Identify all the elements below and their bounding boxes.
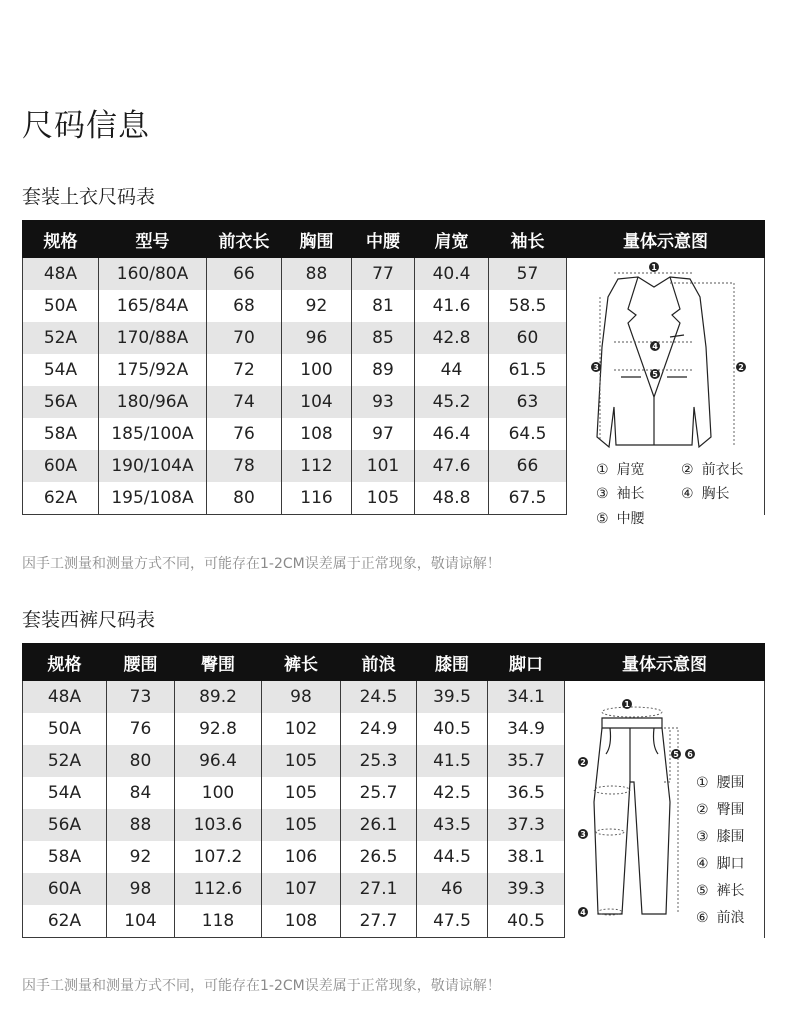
table-cell: 98 — [107, 873, 175, 905]
marker-label: 1 — [651, 263, 657, 272]
table-cell: 61.5 — [489, 354, 567, 386]
marker-label: 3 — [580, 830, 586, 839]
table-cell: 73 — [107, 681, 175, 714]
marker-label: 5 — [673, 750, 679, 759]
table-cell: 92.8 — [175, 713, 262, 745]
table-cell: 62A — [23, 905, 107, 938]
col-header: 量体示意图 — [565, 644, 765, 681]
table-cell: 160/80A — [99, 258, 207, 291]
col-header: 型号 — [99, 221, 207, 258]
table-cell: 35.7 — [488, 745, 565, 777]
table-cell: 105 — [352, 482, 415, 515]
table-cell: 44.5 — [417, 841, 488, 873]
table-cell: 48A — [23, 258, 99, 291]
marker-label: 4 — [580, 908, 586, 917]
legend-item: ⑥ 前浪 — [696, 910, 745, 926]
table-cell: 89 — [352, 354, 415, 386]
table-cell: 88 — [282, 258, 352, 291]
table-cell: 66 — [489, 450, 567, 482]
table-cell: 24.5 — [341, 681, 417, 714]
table-cell: 100 — [175, 777, 262, 809]
table-cell: 37.3 — [488, 809, 565, 841]
marker-label: 1 — [624, 700, 630, 709]
table-cell: 77 — [352, 258, 415, 291]
table-cell: 66 — [207, 258, 282, 291]
col-header: 臀围 — [175, 644, 262, 681]
table-cell: 85 — [352, 322, 415, 354]
table-cell: 104 — [107, 905, 175, 938]
table-cell: 112 — [282, 450, 352, 482]
table-cell: 56A — [23, 809, 107, 841]
table-cell: 40.4 — [415, 258, 489, 291]
table-cell: 67.5 — [489, 482, 567, 515]
table-cell: 42.5 — [417, 777, 488, 809]
table-cell: 81 — [352, 290, 415, 322]
table-cell: 175/92A — [99, 354, 207, 386]
table-cell: 93 — [352, 386, 415, 418]
table-cell: 106 — [262, 841, 341, 873]
pants-header-row — [23, 644, 765, 681]
table-cell: 48.8 — [415, 482, 489, 515]
col-header: 规格 — [23, 221, 99, 258]
col-header: 胸围 — [282, 221, 352, 258]
table-cell: 54A — [23, 354, 99, 386]
table-cell: 34.9 — [488, 713, 565, 745]
table-cell: 26.1 — [341, 809, 417, 841]
table-cell: 63 — [489, 386, 567, 418]
table-cell: 105 — [262, 745, 341, 777]
table-cell: 88 — [107, 809, 175, 841]
table-cell: 41.5 — [417, 745, 488, 777]
legend-item: ③ 袖长 — [596, 486, 645, 502]
col-header: 袖长 — [489, 221, 567, 258]
table-cell: 36.5 — [488, 777, 565, 809]
legend-item: ④ 胸长 — [681, 486, 730, 502]
table-cell: 101 — [352, 450, 415, 482]
table-cell: 48A — [23, 681, 107, 714]
table-cell: 62A — [23, 482, 99, 515]
jacket-measure-figure — [566, 257, 763, 533]
legend-item: ② 臀围 — [696, 802, 745, 818]
table-cell: 76 — [107, 713, 175, 745]
table-cell: 105 — [262, 809, 341, 841]
jacket-note: 因手工测量和测量方式不同，可能存在1-2CM误差属于正常现象，敬请谅解！ — [22, 556, 501, 572]
table-cell: 68 — [207, 290, 282, 322]
table-cell: 96.4 — [175, 745, 262, 777]
table-cell: 89.2 — [175, 681, 262, 714]
table-cell: 108 — [282, 418, 352, 450]
table-cell: 40.5 — [488, 905, 565, 938]
col-header: 裤长 — [262, 644, 341, 681]
col-header: 肩宽 — [415, 221, 489, 258]
table-cell: 58A — [23, 418, 99, 450]
marker-label: 4 — [652, 342, 658, 351]
table-cell: 39.3 — [488, 873, 565, 905]
table-cell: 52A — [23, 322, 99, 354]
marker-label: 3 — [593, 363, 599, 372]
table-cell: 52A — [23, 745, 107, 777]
table-cell: 58.5 — [489, 290, 567, 322]
pants-note: 因手工测量和测量方式不同，可能存在1-2CM误差属于正常现象，敬请谅解！ — [22, 978, 501, 994]
table-cell: 40.5 — [417, 713, 488, 745]
table-cell: 44 — [415, 354, 489, 386]
table-cell: 54A — [23, 777, 107, 809]
table-cell: 112.6 — [175, 873, 262, 905]
table-cell: 74 — [207, 386, 282, 418]
col-header: 脚口 — [488, 644, 565, 681]
legend-item: ⑤ 中腰 — [596, 511, 645, 527]
jacket-header-row — [23, 221, 765, 258]
table-cell: 45.2 — [415, 386, 489, 418]
table-cell: 108 — [262, 905, 341, 938]
legend-item: ④ 脚口 — [696, 856, 745, 872]
table-cell: 116 — [282, 482, 352, 515]
marker-label: 2 — [738, 363, 744, 372]
table-cell: 118 — [175, 905, 262, 938]
pants-section-title: 套装西裤尺码表 — [22, 609, 156, 631]
legend-item: ⑤ 裤长 — [696, 883, 745, 899]
table-cell: 78 — [207, 450, 282, 482]
table-cell: 42.8 — [415, 322, 489, 354]
table-cell: 41.6 — [415, 290, 489, 322]
table-cell: 84 — [107, 777, 175, 809]
table-cell: 57 — [489, 258, 567, 291]
legend-item: ① 肩宽 — [596, 462, 645, 478]
table-cell: 34.1 — [488, 681, 565, 714]
table-cell: 60A — [23, 450, 99, 482]
table-cell: 43.5 — [417, 809, 488, 841]
table-cell: 56A — [23, 386, 99, 418]
col-header: 中腰 — [352, 221, 415, 258]
table-cell: 80 — [107, 745, 175, 777]
table-cell: 185/100A — [99, 418, 207, 450]
legend-item: ② 前衣长 — [681, 462, 744, 478]
table-cell: 97 — [352, 418, 415, 450]
legend-item: ① 腰围 — [696, 775, 745, 791]
col-header: 前衣长 — [207, 221, 282, 258]
table-cell: 46 — [417, 873, 488, 905]
table-cell: 107.2 — [175, 841, 262, 873]
col-header: 量体示意图 — [567, 221, 765, 258]
table-cell: 98 — [262, 681, 341, 714]
table-cell: 76 — [207, 418, 282, 450]
table-cell: 180/96A — [99, 386, 207, 418]
table-cell: 105 — [262, 777, 341, 809]
table-cell: 47.5 — [417, 905, 488, 938]
table-cell: 103.6 — [175, 809, 262, 841]
table-cell: 50A — [23, 713, 107, 745]
table-cell: 102 — [262, 713, 341, 745]
table-cell: 47.6 — [415, 450, 489, 482]
table-cell: 80 — [207, 482, 282, 515]
table-cell: 58A — [23, 841, 107, 873]
col-header: 膝围 — [417, 644, 488, 681]
col-header: 规格 — [23, 644, 107, 681]
pants-diagram — [566, 682, 696, 932]
table-cell: 38.1 — [488, 841, 565, 873]
jacket-diagram — [566, 257, 763, 457]
table-cell: 46.4 — [415, 418, 489, 450]
table-cell: 107 — [262, 873, 341, 905]
table-cell: 100 — [282, 354, 352, 386]
marker-label: 6 — [687, 750, 693, 759]
table-cell: 165/84A — [99, 290, 207, 322]
page-title: 尺码信息 — [22, 108, 150, 144]
table-cell: 50A — [23, 290, 99, 322]
table-cell: 60A — [23, 873, 107, 905]
marker-label: 2 — [580, 758, 586, 767]
table-cell: 104 — [282, 386, 352, 418]
legend-item: ③ 膝围 — [696, 829, 745, 845]
marker-label: 5 — [652, 370, 658, 379]
table-cell: 70 — [207, 322, 282, 354]
jacket-section-title: 套装上衣尺码表 — [22, 186, 156, 208]
table-cell: 27.1 — [341, 873, 417, 905]
table-cell: 72 — [207, 354, 282, 386]
table-cell: 195/108A — [99, 482, 207, 515]
table-cell: 190/104A — [99, 450, 207, 482]
table-cell: 60 — [489, 322, 567, 354]
table-cell: 27.7 — [341, 905, 417, 938]
table-cell: 25.3 — [341, 745, 417, 777]
table-cell: 24.9 — [341, 713, 417, 745]
table-cell: 26.5 — [341, 841, 417, 873]
pants-measure-figure — [566, 682, 763, 957]
table-cell: 92 — [107, 841, 175, 873]
table-cell: 96 — [282, 322, 352, 354]
table-cell: 25.7 — [341, 777, 417, 809]
table-cell: 39.5 — [417, 681, 488, 714]
table-cell: 92 — [282, 290, 352, 322]
col-header: 腰围 — [107, 644, 175, 681]
table-cell: 64.5 — [489, 418, 567, 450]
table-cell: 170/88A — [99, 322, 207, 354]
col-header: 前浪 — [341, 644, 417, 681]
